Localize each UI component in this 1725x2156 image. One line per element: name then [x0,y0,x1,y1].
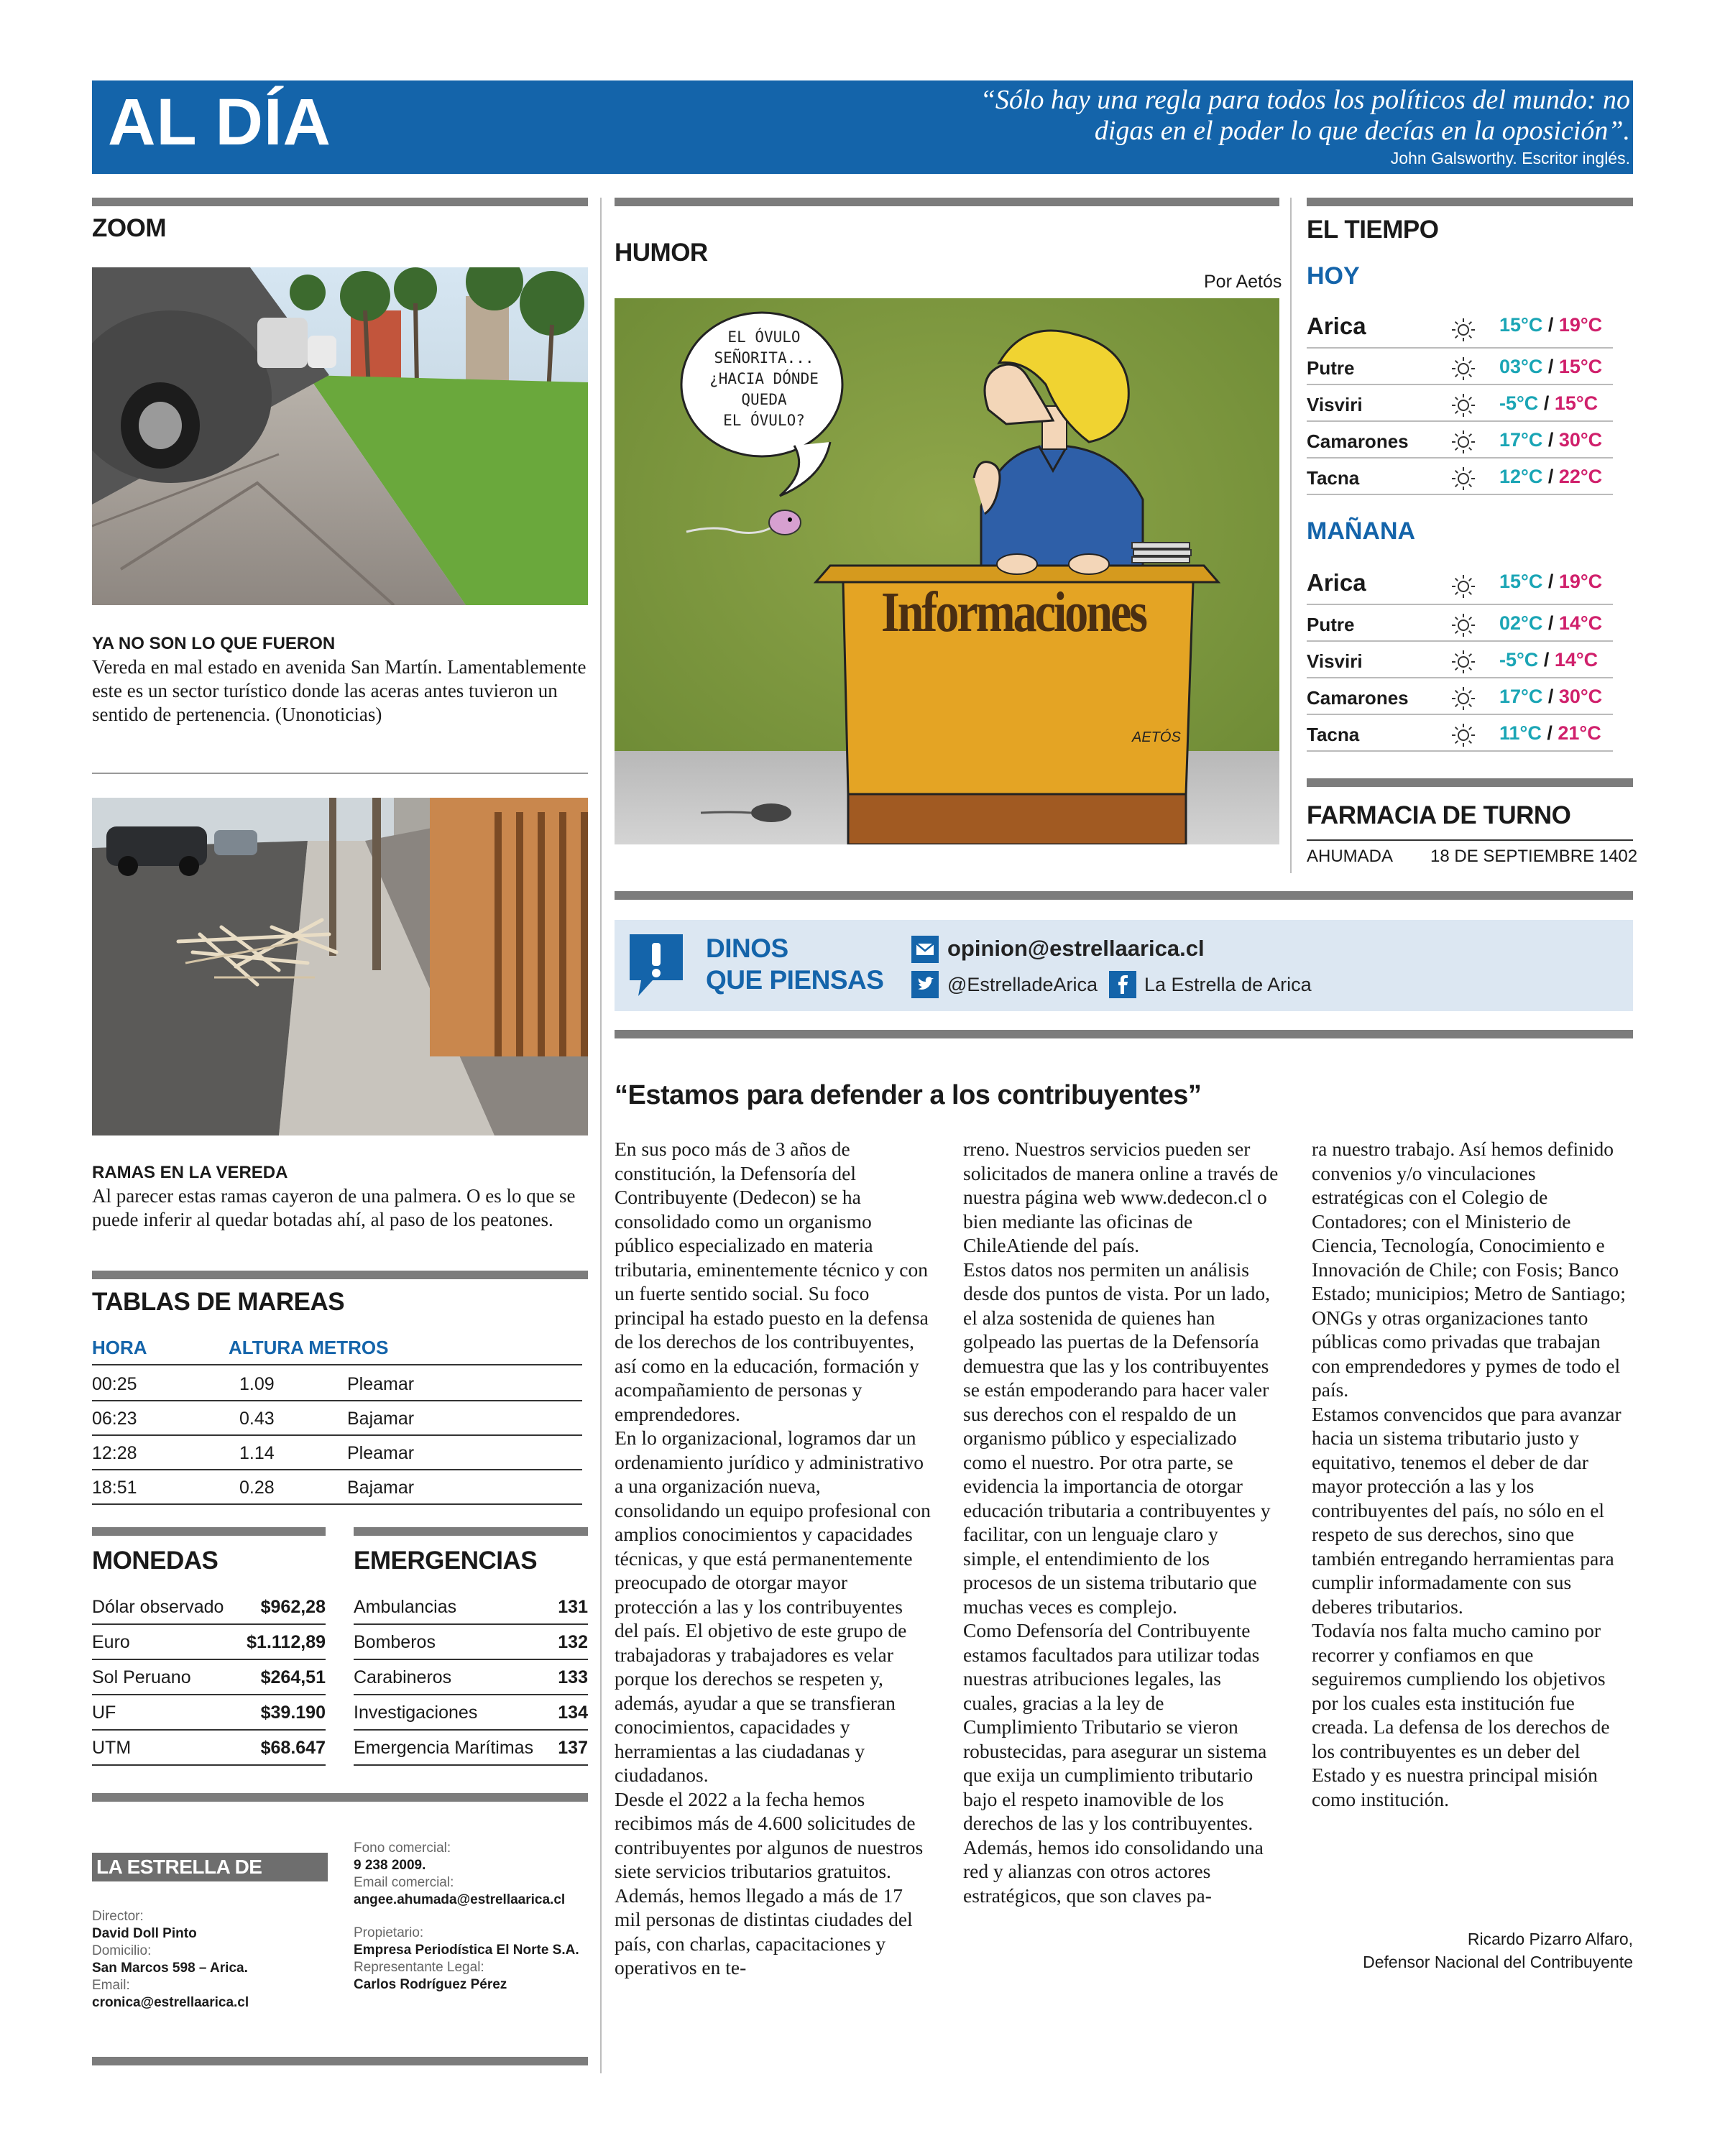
tide-hour: 12:28 [92,1443,137,1463]
section-rule [92,1271,588,1279]
email-label: Email: [92,1978,130,1993]
emergency-name: Ambulancias [354,1597,457,1617]
currency-value: $1.112,89 [247,1632,326,1652]
sun-icon [1450,356,1476,382]
currency-name: UTM [92,1738,132,1758]
weather-temps [1499,466,1602,488]
sun-icon [1450,649,1476,675]
temp-max: 15°C [1558,356,1603,377]
section-rule [92,1793,588,1802]
weather-temps [1499,571,1602,593]
weather-row [1307,715,1613,752]
bubble-line: EL ÓVULO? [723,412,805,429]
temp-min: 15°C [1499,314,1543,336]
contact-email-link[interactable]: opinion@estrellaarica.cl [947,936,1205,961]
photo-damaged-sidewalk [92,267,588,605]
currency-value: $68.647 [260,1738,326,1758]
director: David Doll Pinto [92,1926,197,1941]
temp-min: 03°C [1499,356,1543,377]
humor-title: HUMOR [615,239,708,267]
sun-icon [1450,722,1476,748]
tide-type: Pleamar [347,1374,415,1394]
bubble-line: ¿HACIA DÓNDE [709,370,819,387]
comm-email: angee.ahumada@estrellaarica.cl [354,1892,566,1907]
tide-height: 1.09 [239,1374,275,1394]
bubble-line: SEÑORITA... [714,349,814,367]
weather-city: Tacna [1307,467,1360,489]
photo-branches-on-sidewalk [92,798,588,1135]
tides-col-height: ALTURA METROS [229,1337,389,1358]
emergency-name: Bomberos [354,1632,436,1652]
tide-row [92,1367,582,1401]
sun-icon [1450,429,1476,455]
article-paragraph: Desde el 2022 a la fecha hemos recibimos más de 4.600 solicitudes de contribuyentes por algunos de nuestros siete servicios tributarios gratuitos. Además, hemos llegado a más de 17 mil personas de distintas ciudades del país, con charlas, capacitaciones y operativos en te- [615,1787,924,1978]
section-rule [92,1527,326,1536]
article-paragraph: En lo organizacional, logramos dar un ordenamiento jurídico y administrativo a una organización nueva, consolidando un equipo profesional con amplios conocimientos y capacidades técnicas, y que está permanentemente preocupado de otorgar mayor protección a las y los contribuyentes del país. El objetivo de este grupo de trabajadoras y trabajadores es velar porque los derechos se respeten y, además, ayudar a que se transfieran conocimientos, capacidades y herramientas a las ciudadanas y ciudadanos. [615,1427,931,1786]
weather-city: Camarones [1307,687,1409,709]
temp-separator: / [1542,571,1559,592]
logo-text: LA ESTRELLA DE ARICA [96,1856,262,1901]
tide-type: Bajamar [347,1478,415,1498]
section-rule [92,198,588,206]
currency-value: $264,51 [260,1667,326,1687]
temp-min: 11°C [1499,722,1542,744]
emergency-row [354,1625,588,1660]
owner: Empresa Periodística El Norte S.A. [354,1943,579,1958]
section-rule [615,891,1633,900]
tides-col-hour: HORA [92,1337,147,1358]
temp-max: 22°C [1558,466,1603,487]
temp-min: 17°C [1499,429,1543,451]
weather-city: Putre [1307,357,1355,379]
weather-row [1307,459,1613,495]
weather-row [1307,642,1613,678]
currency-name: UF [92,1703,116,1723]
currencies-title: MONEDAS [92,1547,218,1575]
weather-row [1307,385,1613,422]
desk-sign: Informaciones [881,581,1146,645]
bubble-line: QUEDA [741,391,787,408]
weather-row [1307,305,1613,349]
zoom-title: ZOOM [92,214,166,242]
weather-row [1307,349,1613,385]
article-paragraph: Como Defensoría del Contribuyente estamos facultados para utilizar todas nuestras atribuciones legales, las cuales, gracias a la ley de Cumplimiento Tributario se vieron robustecidas, para asegurar un sistema que exija un cumplimiento tributario bajo el respeto inamovible de los derechos de las y los contribuyentes. [963,1619,1267,1834]
sun-icon [1450,392,1476,418]
tide-hour: 18:51 [92,1478,137,1498]
weather-temps [1499,612,1602,635]
legal-label: Representante Legal: [354,1960,484,1975]
article-author-role: Defensor Nacional del Contribuyente [1363,1953,1633,1971]
emergency-number: 132 [558,1632,588,1652]
pharmacy-name: AHUMADA [1307,847,1394,866]
contact-heading-line: QUE PIENSAS [706,965,884,995]
emergency-row [354,1695,588,1731]
temp-min: -5°C [1499,392,1539,414]
email: cronica@estrellaarica.cl [92,1995,249,2010]
weather-city: Visviri [1307,394,1363,415]
tide-row [92,1436,582,1470]
article-paragraph: Estamos convencidos que para avanzar hacia un sistema tributario justo y equitativo, tenemos el deber de dar mayor protección a las y los contribuyentes del país, no sólo en el respeto de sus derechos, sino que también entregando herramientas para cumplir informadamente con sus deberes tributarios. [1312,1402,1622,1618]
tide-hour: 06:23 [92,1409,137,1429]
section-rule [1307,198,1633,206]
masthead-logo [92,1853,328,1901]
weather-temps [1499,686,1602,708]
article-paragraph: Todavía nos falta mucho camino por recorrer y confiamos en que seguiremos cumpliendo los objetivos por los cuales esta institución fue creada. La defensa de los derechos de los contribuyentes es un deber del Estado y es nuestra principal misión como institución. [1312,1619,1610,1810]
temp-max: 15°C [1554,392,1598,414]
weather-city: Tacna [1307,724,1360,745]
bubble-line: EL ÓVULO [727,328,801,346]
article-column-1 [615,1137,931,1980]
currency-name: Euro [92,1632,130,1652]
divider [1307,839,1633,841]
mail-icon [911,936,939,963]
contact-heading [706,933,883,996]
masthead-left [92,1908,249,2012]
column-divider [600,198,602,2073]
article-paragraph: Además, hemos ido consolidando una red y alianzas con otros actores estratégicos, que son claves pa- [963,1835,1264,1907]
weather-tomorrow-label: MAÑANA [1307,517,1416,545]
emergency-name: Emergencia Marítimas [354,1738,534,1758]
humor-cartoon [615,298,1279,844]
temp-separator: / [1538,649,1555,671]
owner-label: Propietario: [354,1925,424,1940]
section-rule [615,1030,1633,1038]
temp-min: -5°C [1499,649,1539,671]
article-column-2 [963,1137,1279,1907]
article-author: Ricardo Pizarro Alfaro, [1467,1930,1633,1948]
temp-separator: / [1538,392,1555,414]
weather-city: Visviri [1307,650,1363,672]
tide-height: 1.14 [239,1443,275,1463]
header-quote: “Sólo hay una regla para todos los políticos del mundo: no digas en el poder lo que decías en la oposición”. [980,85,1630,146]
temp-min: 02°C [1499,612,1543,634]
tides-title: TABLAS DE MAREAS [92,1288,345,1316]
divider [92,1364,582,1365]
emergency-row [354,1590,588,1625]
emergency-number: 134 [558,1703,588,1723]
section-rule [615,198,1279,206]
emergency-number: 131 [558,1597,588,1617]
weather-city: Camarones [1307,430,1409,452]
quote-author: John Galsworthy. Escritor inglés. [1390,149,1630,167]
currency-value: $962,28 [260,1597,326,1617]
caption-text: Al parecer estas ramas cayeron de una palmera. O es lo que se puede inferir al quedar botadas ahí, al paso de los peatones. [92,1185,576,1230]
weather-row [1307,678,1613,715]
tide-height: 0.28 [239,1478,275,1498]
temp-max: 21°C [1558,722,1601,744]
article-column-3 [1312,1137,1628,1811]
facebook-page-link[interactable]: La Estrella de Arica [1144,974,1312,995]
emergency-number: 133 [558,1667,588,1687]
contact-heading-line: DINOS [706,934,788,963]
exclamation-icon [624,929,689,1000]
twitter-handle-link[interactable]: @EstrelladeArica [947,974,1098,995]
temp-separator: / [1542,356,1559,377]
section-rule [354,1527,588,1536]
weather-today-label: HOY [1307,262,1360,290]
temp-max: 30°C [1558,429,1603,451]
legal-rep: Carlos Rodríguez Pérez [354,1977,507,1992]
tide-type: Pleamar [347,1443,415,1463]
director-label: Director: [92,1909,144,1924]
emergency-number: 137 [558,1738,588,1758]
weather-temps [1499,356,1602,378]
emergency-name: Carabineros [354,1667,452,1687]
sun-icon [1450,317,1476,343]
sun-icon [1450,686,1476,711]
weather-temps [1499,314,1602,336]
weather-city: Arica [1307,569,1366,596]
facebook-icon [1109,971,1136,998]
address-label: Domicilio: [92,1943,152,1958]
masthead-right [354,1840,579,1994]
temp-separator: / [1542,314,1559,336]
currency-row [92,1695,326,1731]
twitter-icon [911,971,939,998]
caption-text: Vereda en mal estado en avenida San Martín. Lamentablemente este es un sector turístico donde las aceras antes tuvieron un sentido de pertenencia. (Unonoticias) [92,656,586,725]
article-paragraph: Estos datos nos permiten un análisis desde dos puntos de vista. Por un lado, el alza sostenida de quienes han golpeado las puertas de la Defensoría demuestra que las y los contribuyentes se están empoderando para hacer valer sus derechos con el respaldo de un organismo público y especializado como el nuestro. Por otra parte, se evidencia la importancia de otorgar educación tributaria a contribuyentes y facilitar, con un lenguaje claro y simple, el entendimiento de los procesos de un sistema tributario que muchas veces es complejo. [963,1258,1271,1618]
section-title: AL DÍA [108,86,331,159]
currency-row [92,1590,326,1625]
temp-separator: / [1542,466,1559,487]
article-paragraph: En sus poco más de 3 años de constitución, la Defensoría del Contribuyente (Dedecon) se ha consolidado como un organismo público especializado en materia tributaria, eminentemente técnico y con un fuerte sentido social. Su foco principal ha estado puesto en la defensa de los derechos de los contribuyentes, así como en la educación, formación y acompañamiento de personas y emprendedores. [615,1138,929,1425]
temp-max: 30°C [1558,686,1603,707]
temp-max: 14°C [1554,649,1598,671]
currency-row [92,1625,326,1660]
weather-city: Putre [1307,614,1355,635]
weather-temps [1499,429,1602,451]
tide-row [92,1470,582,1505]
article-paragraph: rreno. Nuestros servicios pueden ser solicitados de manera online a través de nuestra página web www.dedecon.cl o bien mediante las oficinas de ChileAtiende del país. [963,1138,1279,1256]
comm-email-label: Email comercial: [354,1875,454,1890]
section-rule [92,2057,588,2065]
cartoon-signature: AETÓS [1132,729,1181,745]
temp-max: 14°C [1558,612,1603,634]
emergencies-title: EMERGENCIAS [354,1547,538,1575]
article-title: “Estamos para defender a los contribuyentes” [615,1080,1202,1110]
pharmacy-title: FARMACIA DE TURNO [1307,801,1571,829]
temp-separator: / [1542,429,1559,451]
weather-row [1307,605,1613,642]
tide-height: 0.43 [239,1409,275,1429]
sun-icon [1450,612,1476,638]
currency-row [92,1731,326,1766]
article-paragraph: ra nuestro trabajo. Así hemos definido convenios y/o vinculaciones estratégicas con el Colegio de Contadores; con el Ministerio de Ciencia, Tecnología, Conocimiento e Innovación de Chile; con Fosis; Banco Estado; municipios; Metro de Santiago; ONGs y otras organizaciones tanto públicas como privadas que trabajan con emprendedores y pymes de todo el país. [1312,1138,1626,1401]
weather-temps [1499,649,1598,671]
caption-title: RAMAS EN LA VEREDA [92,1163,288,1182]
sun-icon [1450,466,1476,492]
temp-separator: / [1541,722,1558,744]
article-signature [1363,1927,1633,1973]
temp-max: 19°C [1558,314,1603,336]
currency-name: Sol Peruano [92,1667,191,1687]
caption-title: YA NO SON LO QUE FUERON [92,634,336,653]
currency-value: $39.190 [260,1703,326,1723]
phone-label: Fono comercial: [354,1841,451,1856]
temp-separator: / [1542,686,1559,707]
weather-city: Arica [1307,313,1366,339]
emergency-row [354,1660,588,1695]
section-rule [1307,778,1633,787]
temp-max: 19°C [1558,571,1603,592]
currency-row [92,1660,326,1695]
weather-temps [1499,722,1601,745]
currency-name: Dólar observado [92,1597,224,1617]
emergency-row [354,1731,588,1766]
speech-bubble [699,327,829,431]
temp-separator: / [1542,612,1559,634]
phone: 9 238 2009. [354,1858,426,1873]
tide-type: Bajamar [347,1409,415,1429]
address: San Marcos 598 – Arica. [92,1961,248,1976]
weather-row [1307,562,1613,605]
pharmacy-address: 18 DE SEPTIEMBRE 1402 [1430,847,1638,866]
tide-hour: 00:25 [92,1374,137,1394]
sun-icon [1450,573,1476,599]
emergency-name: Investigaciones [354,1703,478,1723]
column-divider [1290,198,1292,873]
tide-row [92,1401,582,1436]
temp-min: 12°C [1499,466,1543,487]
temp-min: 15°C [1499,571,1543,592]
humor-byline: Por Aetós [1204,272,1282,292]
temp-min: 17°C [1499,686,1543,707]
weather-temps [1499,392,1598,415]
weather-row [1307,422,1613,459]
divider [92,773,588,774]
weather-title: EL TIEMPO [1307,216,1439,244]
